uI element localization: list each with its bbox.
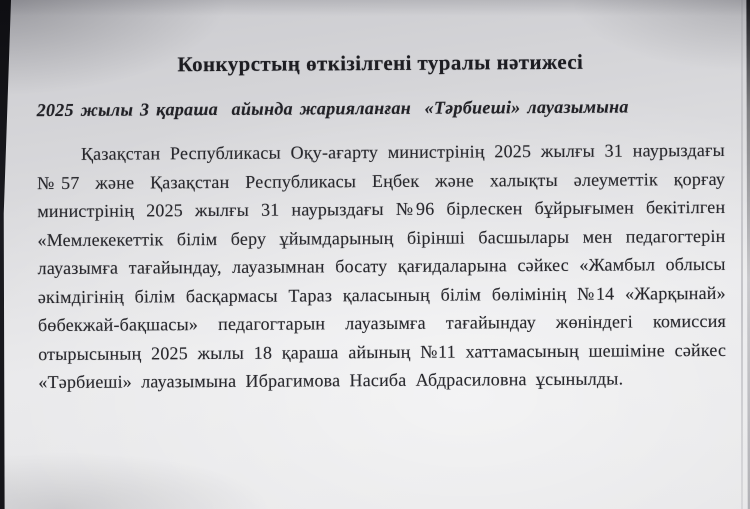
document-title: Конкурстың өткізілгені туралы нәтижесі <box>177 49 584 77</box>
document-subtitle: 2025 жылы 3 қараша айында жарияланған «Тәрбиеші» лауазымына <box>36 96 629 121</box>
photo-right-edge <box>744 0 750 509</box>
document-body-paragraph: Қазақстан Республикасы Оқу-ағарту министрінің 2025 жылғы 31 наурыздағы №57 және Қазақстан Республикасы Еңбек және халықты әлеуметтік қорғау министрінің 2025 жылғы 31 наурыздағы №96 бірлескен бұйрығымен бекітілген «Мемлекекеттік білім беру ұйымдарының бірінші басшылары мен педагогтерін лауазымға тағайындау, лауазымнан босату қағидаларына сәйкес «Жамбыл облысы әкімдігінің білім басқармасы Тараз қаласының білім бөлімінің №14 «Жарқынай» бөбекжай-бақшасы» педагогтарын лауазымға тағайындау жөніндегі комиссия отырысының 2025 жылы 18 қараша айының №11 хаттамасының шешіміне сәйкес «Тәрбиеші» лауазымына Ибрагимова Насиба Абдрасиловна ұсынылды. <box>37 139 727 393</box>
document-page <box>36 0 726 397</box>
photo-left-edge <box>0 0 11 509</box>
paper-crease <box>741 0 743 509</box>
